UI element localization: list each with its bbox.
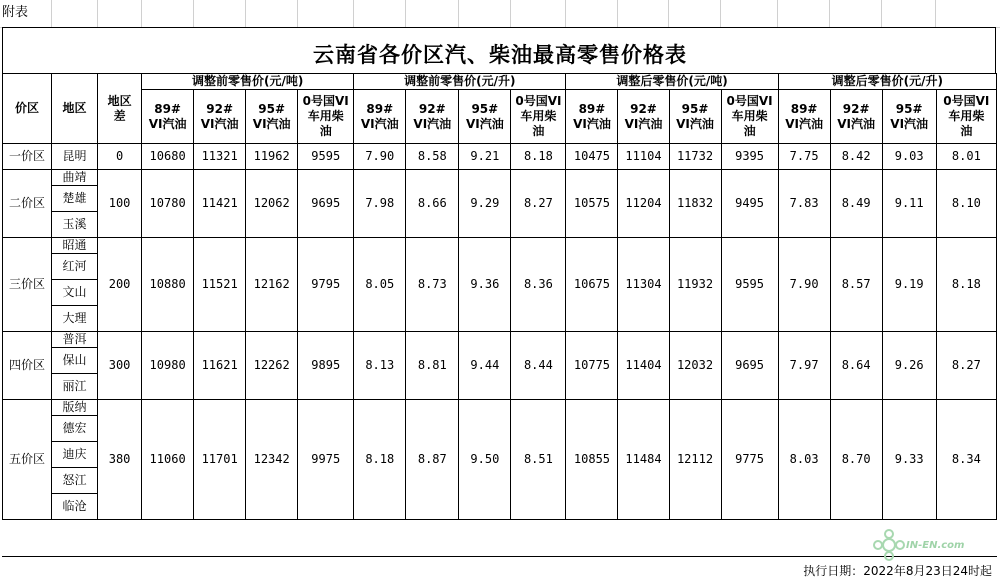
price-cell[interactable]: 8.18 (511, 144, 566, 170)
price-cell[interactable]: 8.42 (830, 144, 882, 170)
price-cell[interactable]: 7.83 (778, 170, 830, 238)
header-group-1[interactable]: 调整前零售价(元/吨) (142, 74, 354, 90)
price-cell[interactable]: 11304 (618, 238, 669, 332)
region-diff-value[interactable]: 300 (98, 332, 142, 400)
price-cell[interactable]: 12342 (246, 400, 298, 520)
price-cell[interactable]: 8.81 (406, 332, 459, 400)
price-cell[interactable]: 9.26 (882, 332, 936, 400)
price-cell[interactable]: 7.90 (778, 238, 830, 332)
price-cell[interactable]: 10880 (142, 238, 194, 332)
price-cell[interactable]: 11204 (618, 170, 669, 238)
price-cell[interactable]: 9595 (298, 144, 354, 170)
header-fuel-2-4[interactable]: 0号国VI 车用柴 油 (511, 90, 566, 144)
price-cell[interactable]: 8.27 (511, 170, 566, 238)
price-cell[interactable]: 8.27 (936, 332, 996, 400)
price-cell[interactable]: 10855 (566, 400, 618, 520)
header-fuel-4-3[interactable]: 95# VI汽油 (882, 90, 936, 144)
price-cell[interactable]: 11521 (194, 238, 246, 332)
header-region[interactable]: 地区 (52, 74, 98, 144)
zone-name[interactable]: 四价区 (3, 332, 52, 400)
price-cell[interactable]: 10680 (142, 144, 194, 170)
price-cell[interactable]: 8.18 (354, 400, 406, 520)
execution-date: 执行日期：2022年8月23日24时起 (803, 564, 992, 578)
price-cell[interactable]: 9795 (298, 238, 354, 332)
price-cell[interactable]: 11832 (669, 170, 721, 238)
price-cell[interactable]: 8.36 (511, 238, 566, 332)
city-name[interactable]: 保山 (52, 348, 98, 374)
title-cell[interactable] (2, 27, 996, 74)
price-cell[interactable]: 8.10 (936, 170, 996, 238)
price-cell[interactable]: 9695 (721, 332, 778, 400)
city-name[interactable]: 德宏 (52, 416, 98, 442)
price-table (2, 73, 997, 520)
header-row-groups (3, 74, 997, 90)
table-row (3, 332, 997, 348)
price-cell[interactable]: 9495 (721, 170, 778, 238)
header-fuel-3-1[interactable]: 89# VI汽油 (566, 90, 618, 144)
table-row (3, 238, 997, 254)
header-fuel-1-1[interactable]: 89# VI汽油 (142, 90, 194, 144)
header-fuel-3-4[interactable]: 0号国VI 车用柴 油 (721, 90, 778, 144)
price-cell[interactable]: 9.21 (459, 144, 511, 170)
in-en-logo-icon (872, 528, 906, 562)
price-cell[interactable]: 10980 (142, 332, 194, 400)
header-fuel-4-1[interactable]: 89# VI汽油 (778, 90, 830, 144)
price-cell[interactable]: 12262 (246, 332, 298, 400)
header-fuel-1-2[interactable]: 92# VI汽油 (194, 90, 246, 144)
header-fuel-3-2[interactable]: 92# VI汽油 (618, 90, 669, 144)
price-cell[interactable]: 8.66 (406, 170, 459, 238)
price-cell[interactable]: 8.49 (830, 170, 882, 238)
price-cell[interactable]: 8.64 (830, 332, 882, 400)
city-name[interactable]: 楚雄 (52, 186, 98, 212)
header-region-diff[interactable]: 地区差 (98, 74, 142, 144)
price-cell[interactable]: 11962 (246, 144, 298, 170)
header-group-2[interactable]: 调整前零售价(元/升) (354, 74, 566, 90)
price-cell[interactable]: 11321 (194, 144, 246, 170)
city-name[interactable]: 怒江 (52, 468, 98, 494)
city-name[interactable]: 文山 (52, 280, 98, 306)
price-cell[interactable]: 8.34 (936, 400, 996, 520)
price-cell[interactable]: 8.58 (406, 144, 459, 170)
header-fuel-4-2[interactable]: 92# VI汽油 (830, 90, 882, 144)
zone-name[interactable]: 三价区 (3, 238, 52, 332)
price-cell[interactable]: 8.05 (354, 238, 406, 332)
header-fuel-4-4[interactable]: 0号国VI 车用柴 油 (936, 90, 996, 144)
price-cell[interactable]: 11701 (194, 400, 246, 520)
price-cell[interactable]: 9395 (721, 144, 778, 170)
region-diff-value[interactable]: 200 (98, 238, 142, 332)
watermark-text: IN-EN.com (906, 540, 965, 551)
header-fuel-3-3[interactable]: 95# VI汽油 (669, 90, 721, 144)
header-fuel-2-2[interactable]: 92# VI汽油 (406, 90, 459, 144)
price-cell[interactable]: 10780 (142, 170, 194, 238)
header-row-fuels (3, 90, 997, 144)
city-name[interactable]: 昆明 (52, 144, 98, 170)
city-name[interactable]: 丽江 (52, 374, 98, 400)
table-row (3, 144, 997, 170)
region-diff-value[interactable]: 0 (98, 144, 142, 170)
price-cell[interactable]: 9895 (298, 332, 354, 400)
spreadsheet-gridlines (0, 0, 1000, 28)
price-cell[interactable]: 10475 (566, 144, 618, 170)
header-group-3[interactable]: 调整后零售价(元/吨) (566, 74, 778, 90)
price-cell[interactable]: 12162 (246, 238, 298, 332)
price-cell[interactable]: 8.13 (354, 332, 406, 400)
price-cell[interactable]: 8.73 (406, 238, 459, 332)
price-cell[interactable]: 11732 (669, 144, 721, 170)
price-cell[interactable]: 11404 (618, 332, 669, 400)
header-fuel-2-1[interactable]: 89# VI汽油 (354, 90, 406, 144)
price-cell[interactable]: 12112 (669, 400, 721, 520)
header-fuel-1-4[interactable]: 0号国VI 车用柴 油 (298, 90, 354, 144)
zone-name[interactable]: 一价区 (3, 144, 52, 170)
price-cell[interactable]: 8.18 (936, 238, 996, 332)
header-fuel-2-3[interactable]: 95# VI汽油 (459, 90, 511, 144)
zone-name[interactable]: 二价区 (3, 170, 52, 238)
city-name[interactable]: 红河 (52, 254, 98, 280)
price-cell[interactable]: 9775 (721, 400, 778, 520)
city-name[interactable]: 普洱 (52, 332, 98, 348)
price-cell[interactable]: 7.97 (778, 332, 830, 400)
price-cell[interactable]: 9.44 (459, 332, 511, 400)
price-cell[interactable]: 9.11 (882, 170, 936, 238)
price-cell[interactable]: 11484 (618, 400, 669, 520)
price-cell[interactable]: 9975 (298, 400, 354, 520)
price-cell[interactable]: 8.51 (511, 400, 566, 520)
price-cell[interactable]: 11421 (194, 170, 246, 238)
price-cell[interactable]: 9.36 (459, 238, 511, 332)
region-diff-value[interactable]: 380 (98, 400, 142, 520)
price-cell[interactable]: 7.90 (354, 144, 406, 170)
table-title: 云南省各价区汽、柴油最高零售价格表 (313, 43, 687, 67)
city-name[interactable]: 版纳 (52, 400, 98, 416)
price-cell[interactable]: 8.44 (511, 332, 566, 400)
price-cell[interactable]: 8.70 (830, 400, 882, 520)
price-cell[interactable]: 11104 (618, 144, 669, 170)
price-cell[interactable]: 8.57 (830, 238, 882, 332)
city-name[interactable]: 大理 (52, 306, 98, 332)
price-cell[interactable]: 9.19 (882, 238, 936, 332)
city-name[interactable]: 玉溪 (52, 212, 98, 238)
table-bottom-border (2, 556, 997, 557)
region-diff-value[interactable]: 100 (98, 170, 142, 238)
appendix-label: 附表 (2, 5, 29, 20)
price-cell[interactable]: 9695 (298, 170, 354, 238)
price-cell[interactable]: 11621 (194, 332, 246, 400)
city-name[interactable]: 曲靖 (52, 170, 98, 186)
price-cell[interactable]: 9595 (721, 238, 778, 332)
price-cell[interactable]: 8.01 (936, 144, 996, 170)
price-cell[interactable]: 12032 (669, 332, 721, 400)
price-cell[interactable]: 8.03 (778, 400, 830, 520)
header-zone[interactable]: 价区 (3, 74, 52, 144)
city-name[interactable]: 迪庆 (52, 442, 98, 468)
price-cell[interactable]: 10775 (566, 332, 618, 400)
city-name[interactable]: 临沧 (52, 494, 98, 520)
zone-name[interactable]: 五价区 (3, 400, 52, 520)
price-cell[interactable]: 9.03 (882, 144, 936, 170)
price-cell[interactable]: 12062 (246, 170, 298, 238)
price-cell[interactable]: 9.29 (459, 170, 511, 238)
price-cell[interactable]: 11932 (669, 238, 721, 332)
price-cell[interactable]: 11060 (142, 400, 194, 520)
price-cell[interactable]: 9.50 (459, 400, 511, 520)
table-row (3, 170, 997, 186)
price-cell[interactable]: 7.98 (354, 170, 406, 238)
header-fuel-1-3[interactable]: 95# VI汽油 (246, 90, 298, 144)
price-cell[interactable]: 8.87 (406, 400, 459, 520)
price-cell[interactable]: 10575 (566, 170, 618, 238)
price-cell[interactable]: 9.33 (882, 400, 936, 520)
price-cell[interactable]: 7.75 (778, 144, 830, 170)
price-cell[interactable]: 10675 (566, 238, 618, 332)
header-group-4[interactable]: 调整后零售价(元/升) (778, 74, 996, 90)
table-row (3, 400, 997, 416)
city-name[interactable]: 昭通 (52, 238, 98, 254)
